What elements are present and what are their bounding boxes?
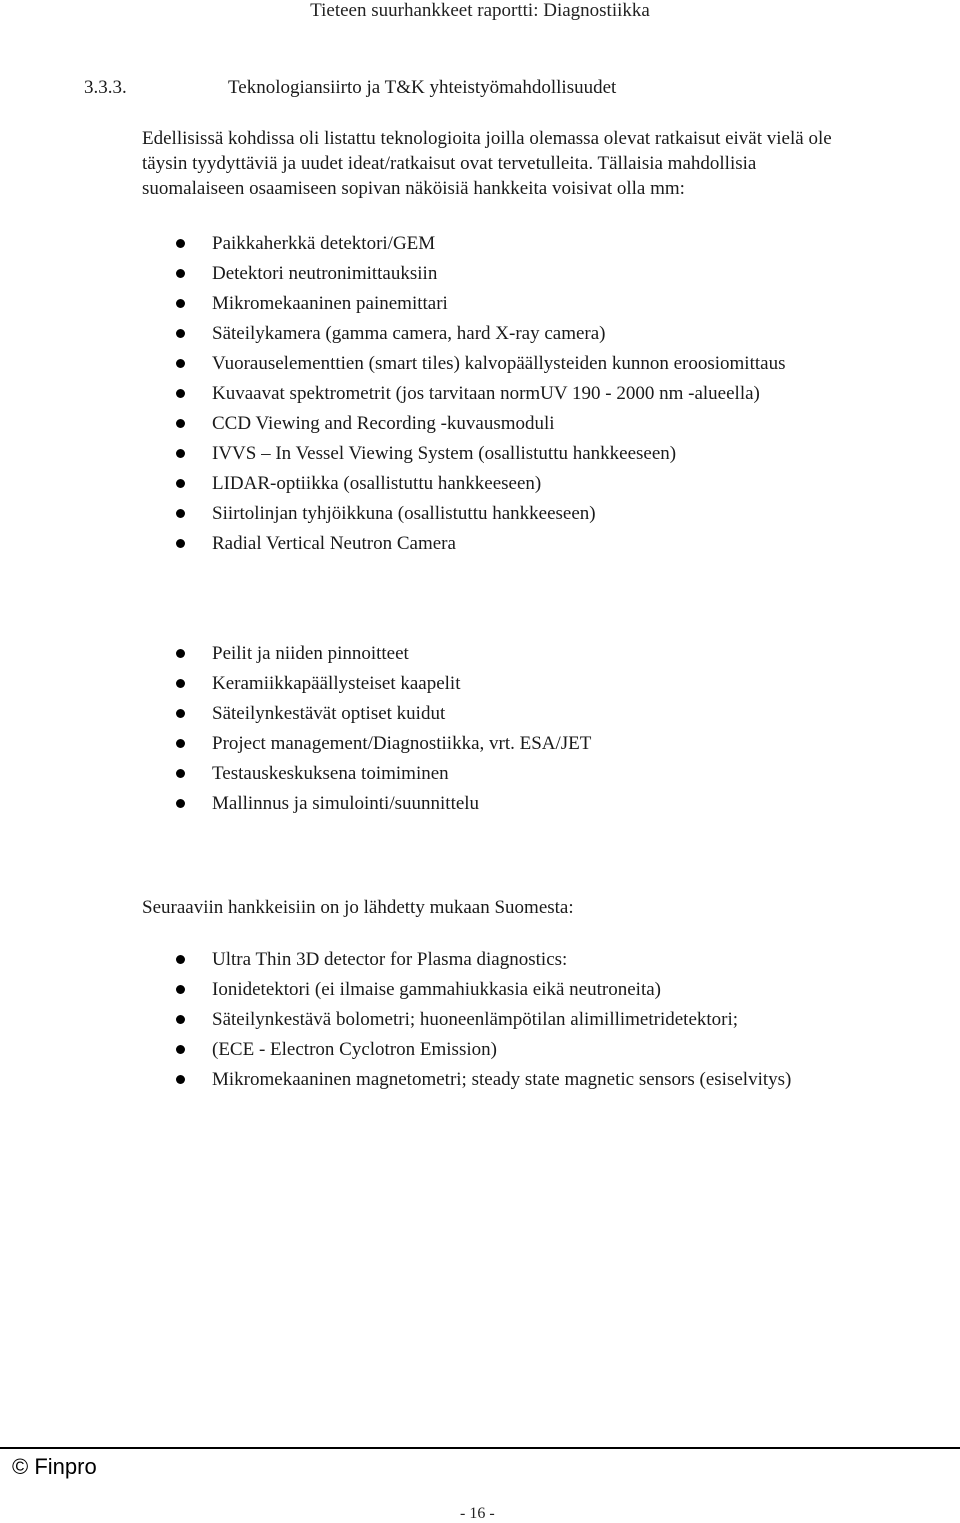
bullet-icon <box>176 299 185 308</box>
list-item: Ionidetektori (ei ilmaise gammahiukkasia eikä neutroneita) <box>0 975 791 1005</box>
section-number: 3.3.3. <box>84 77 127 98</box>
paragraph-line: Edellisissä kohdissa oli listattu teknologioita joilla olemassa olevat ratkaisut eivät vielä ole <box>142 128 832 149</box>
bullet-icon <box>176 1045 185 1054</box>
capability-list <box>0 639 591 819</box>
bullet-icon <box>176 539 185 548</box>
project-list <box>0 229 785 559</box>
list-item: Mikromekaaninen painemittari <box>0 289 785 319</box>
bullet-icon <box>176 649 185 658</box>
list-item: IVVS – In Vessel Viewing System (osallistuttu hankkeeseen) <box>0 439 785 469</box>
bullet-icon <box>176 985 185 994</box>
bullet-icon <box>176 709 185 718</box>
list-item: Testauskeskuksena toimiminen <box>0 759 591 789</box>
bullet-icon <box>176 419 185 428</box>
list-item: Keramiikkapäällysteiset kaapelit <box>0 669 591 699</box>
bullet-icon <box>176 239 185 248</box>
list-item: Säteilynkestävä bolometri; huoneenlämpötilan alimillimetridetektori; <box>0 1005 791 1035</box>
bullet-icon <box>176 1015 185 1024</box>
list-item: Paikkaherkkä detektori/GEM <box>0 229 785 259</box>
bullet-icon <box>176 329 185 338</box>
footer-divider <box>0 1447 960 1449</box>
bullet-icon <box>176 509 185 518</box>
page-number: - 16 - <box>460 1505 495 1522</box>
bullet-icon <box>176 739 185 748</box>
list-item: LIDAR-optiikka (osallistuttu hankkeeseen) <box>0 469 785 499</box>
joined-projects-list <box>0 945 791 1095</box>
bullet-icon <box>176 359 185 368</box>
paragraph-line: suomalaiseen osaamiseen sopivan näköisiä hankkeita voisivat olla mm: <box>142 178 685 199</box>
list-item: Mallinnus ja simulointi/suunnittelu <box>0 789 591 819</box>
bullet-icon <box>176 479 185 488</box>
paragraph-line: täysin tyydyttäviä ja uudet ideat/ratkaisut ovat tervetulleita. Tällaisia mahdollisia <box>142 153 757 174</box>
bullet-icon <box>176 449 185 458</box>
list-item: Mikromekaaninen magnetometri; steady state magnetic sensors (esiselvitys) <box>0 1065 791 1095</box>
bullet-icon <box>176 769 185 778</box>
page-header: Tieteen suurhankkeet raportti: Diagnostiikka <box>310 0 650 21</box>
bullet-icon <box>176 679 185 688</box>
subheading: Seuraaviin hankkeisiin on jo lähdetty mukaan Suomesta: <box>142 897 574 918</box>
list-item: (ECE - Electron Cyclotron Emission) <box>0 1035 791 1065</box>
list-item: Ultra Thin 3D detector for Plasma diagnostics: <box>0 945 791 975</box>
footer-brand: © Finpro <box>12 1454 97 1479</box>
list-item: Kuvaavat spektrometrit (jos tarvitaan normUV 190 - 2000 nm -alueella) <box>0 379 785 409</box>
bullet-icon <box>176 269 185 278</box>
list-item: Säteilynkestävät optiset kuidut <box>0 699 591 729</box>
list-item: Vuorauselementtien (smart tiles) kalvopäällysteiden kunnon eroosiomittaus <box>0 349 785 379</box>
list-item: Säteilykamera (gamma camera, hard X-ray camera) <box>0 319 785 349</box>
list-item: CCD Viewing and Recording -kuvausmoduli <box>0 409 785 439</box>
section-title: Teknologiansiirto ja T&K yhteistyömahdollisuudet <box>228 77 617 98</box>
list-item: Project management/Diagnostiikka, vrt. ESA/JET <box>0 729 591 759</box>
intro-paragraph <box>142 126 832 201</box>
bullet-icon <box>176 389 185 398</box>
list-item: Siirtolinjan tyhjöikkuna (osallistuttu hankkeeseen) <box>0 499 785 529</box>
bullet-icon <box>176 799 185 808</box>
list-item: Radial Vertical Neutron Camera <box>0 529 785 559</box>
bullet-icon <box>176 1075 185 1084</box>
bullet-icon <box>176 955 185 964</box>
list-item: Peilit ja niiden pinnoitteet <box>0 639 591 669</box>
list-item: Detektori neutronimittauksiin <box>0 259 785 289</box>
